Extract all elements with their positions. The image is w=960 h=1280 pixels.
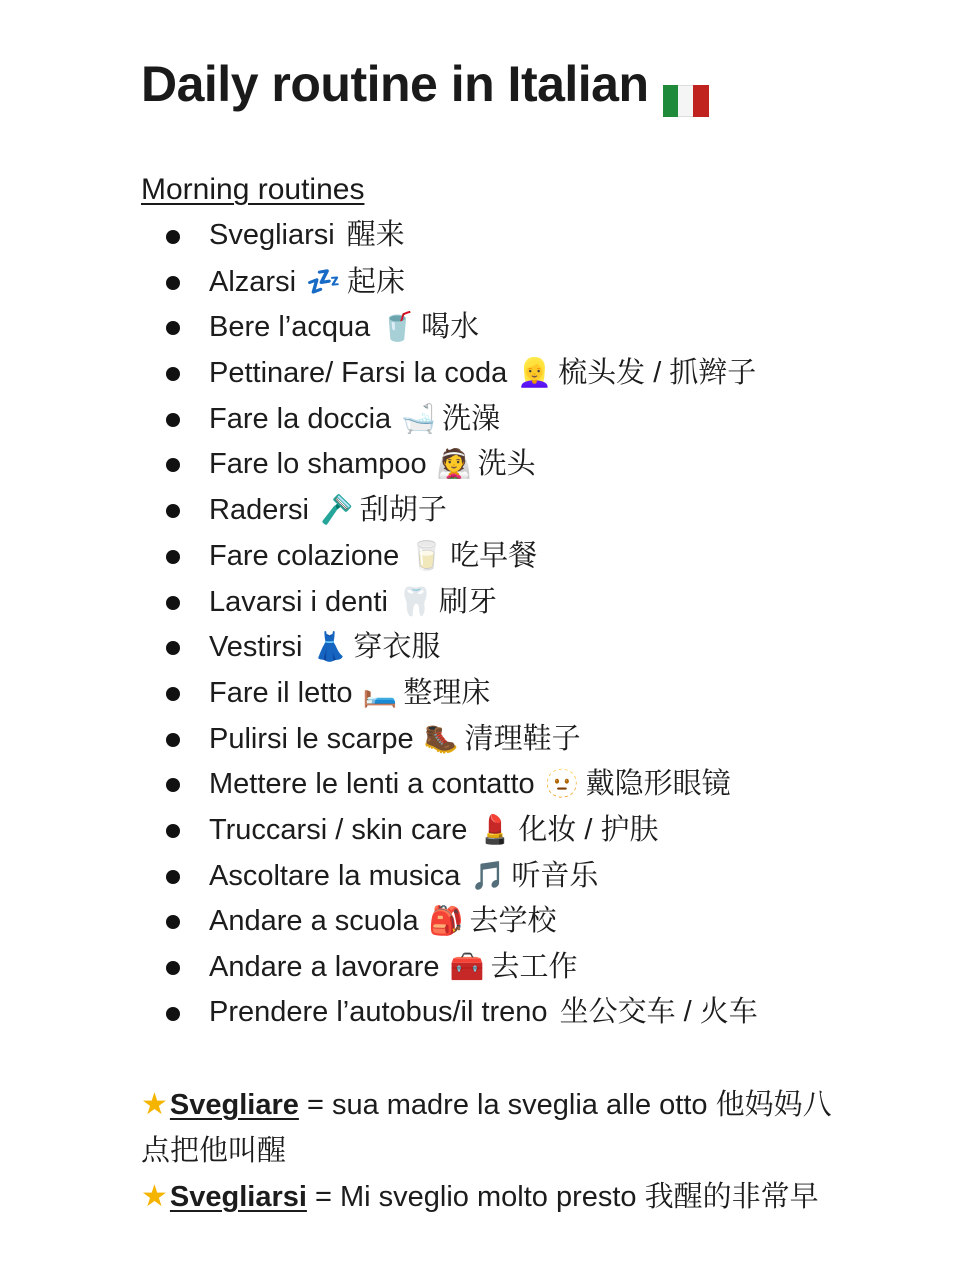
chinese-translation: 刷牙	[438, 585, 497, 618]
bullet-icon	[166, 870, 180, 884]
chinese-translation: 刮胡子	[359, 494, 447, 527]
list-item	[0, 853, 758, 899]
chinese-translation: 梳头发 / 抓辫子	[558, 357, 757, 390]
hiking-boot-icon: 🥾	[423, 722, 459, 754]
bed-icon: 🛏️	[362, 676, 398, 708]
list-item	[0, 487, 758, 533]
italian-phrase: Truccarsi / skin care	[209, 813, 468, 846]
chinese-translation: 起床	[346, 265, 405, 298]
list-item	[0, 761, 758, 807]
dress-icon: 👗	[312, 631, 348, 663]
italian-phrase: Vestirsi	[209, 631, 303, 664]
bathtub-icon: 🛁	[401, 402, 437, 434]
tooth-icon: 🦷	[398, 585, 433, 617]
italian-phrase: Fare la doccia	[209, 402, 392, 435]
note-term: Svegliare	[169, 1089, 299, 1121]
dotted-line-face-icon: 🫥	[544, 768, 580, 800]
bullet-icon	[166, 778, 180, 792]
italian-phrase: Ascoltare la musica	[209, 859, 461, 892]
italian-phrase: Prendere l’autobus/il treno	[209, 995, 548, 1028]
list-item	[0, 807, 758, 853]
italian-phrase: Bere l’acqua	[209, 311, 371, 344]
italian-phrase: Alzarsi	[209, 265, 297, 298]
chinese-translation: 洗头	[477, 448, 536, 481]
list-item	[0, 441, 758, 487]
list-item	[0, 716, 758, 762]
bullet-icon	[166, 824, 180, 838]
chinese-translation: 化妆 / 护肤	[518, 813, 659, 846]
italian-phrase: Svegliarsi	[209, 219, 335, 251]
bullet-icon	[166, 458, 180, 472]
toolbox-icon: 🧰	[449, 951, 485, 982]
list-item	[0, 396, 758, 442]
list-item	[0, 670, 758, 716]
chinese-translation: 清理鞋子	[464, 722, 581, 755]
chinese-translation: 听音乐	[511, 859, 599, 892]
italian-phrase: Fare il letto	[209, 676, 353, 709]
musical-note-icon: 🎵	[470, 859, 506, 891]
list-item	[0, 259, 758, 305]
note-text: = Mi sveglio molto presto 我醒的非常早	[306, 1181, 819, 1213]
list-item	[0, 350, 758, 396]
bullet-icon	[166, 413, 180, 427]
section-heading: Morning routines	[141, 173, 365, 206]
lipstick-icon: 💄	[477, 813, 513, 845]
bullet-icon	[166, 596, 180, 610]
italy-flag-icon	[663, 68, 709, 100]
woman-with-veil-icon: 👰	[436, 448, 472, 480]
chinese-translation: 醒来	[346, 219, 405, 251]
glass-of-milk-icon: 🥛	[409, 539, 445, 571]
list-item	[0, 533, 758, 579]
chinese-translation: 穿衣服	[353, 631, 441, 664]
note-term: Svegliarsi	[169, 1181, 307, 1213]
zzz-icon: 💤	[306, 265, 341, 297]
italian-phrase: Radersi	[209, 494, 309, 527]
chinese-translation: 吃早餐	[450, 539, 538, 572]
list-item	[0, 304, 758, 350]
bullet-icon	[166, 641, 180, 655]
bullet-icon	[166, 367, 180, 381]
glowing-star-icon: ★	[141, 1088, 168, 1121]
bullet-icon	[166, 733, 180, 747]
chinese-translation: 洗澡	[442, 402, 501, 435]
page-title	[141, 52, 709, 116]
chinese-translation: 坐公交车 / 火车	[559, 995, 758, 1028]
backpack-icon: 🎒	[428, 905, 464, 937]
italian-phrase: Fare colazione	[209, 539, 400, 572]
cup-with-straw-icon: 🥤	[380, 311, 416, 343]
italian-phrase: Lavarsi i denti	[209, 585, 388, 618]
list-item	[0, 990, 758, 1036]
glowing-star-icon: ★	[141, 1180, 168, 1213]
notes	[141, 1082, 841, 1221]
razor-icon: 🪒	[319, 494, 354, 526]
note-text: = sua madre la sveglia alle otto 他妈妈八点把他叫醒	[141, 1089, 832, 1167]
list-item	[0, 624, 758, 670]
italian-phrase: Fare lo shampoo	[209, 448, 427, 481]
bullet-icon	[166, 915, 180, 929]
bullet-icon	[166, 961, 180, 975]
bullet-icon	[166, 687, 180, 701]
italian-phrase: Pulirsi le scarpe	[209, 722, 414, 755]
chinese-translation: 戴隐形眼镜	[585, 768, 731, 801]
bullet-icon	[166, 1007, 180, 1021]
bullet-icon	[166, 550, 180, 564]
italian-phrase: Pettinare/ Farsi la coda	[209, 357, 508, 390]
note-svegliarsi	[141, 1174, 841, 1221]
chinese-translation: 整理床	[403, 676, 491, 709]
bullet-icon	[166, 230, 180, 244]
chinese-translation: 去学校	[469, 905, 557, 938]
list-item	[0, 579, 758, 625]
page-title-text: Daily routine in Italian	[141, 56, 649, 112]
bullet-icon	[166, 504, 180, 518]
list-item	[0, 898, 758, 944]
italian-phrase: Mettere le lenti a contatto	[209, 768, 535, 801]
bullet-icon	[166, 276, 180, 290]
list-item	[0, 944, 758, 990]
bullet-icon	[166, 321, 180, 335]
list-item	[0, 213, 758, 259]
routine-list	[0, 213, 758, 1035]
note-svegliare	[141, 1082, 841, 1174]
italian-phrase: Andare a lavorare	[209, 951, 440, 983]
chinese-translation: 喝水	[421, 311, 480, 344]
woman-ponytail-icon: 👱‍♀️	[517, 357, 553, 389]
chinese-translation: 去工作	[490, 951, 578, 983]
italian-phrase: Andare a scuola	[209, 905, 419, 938]
